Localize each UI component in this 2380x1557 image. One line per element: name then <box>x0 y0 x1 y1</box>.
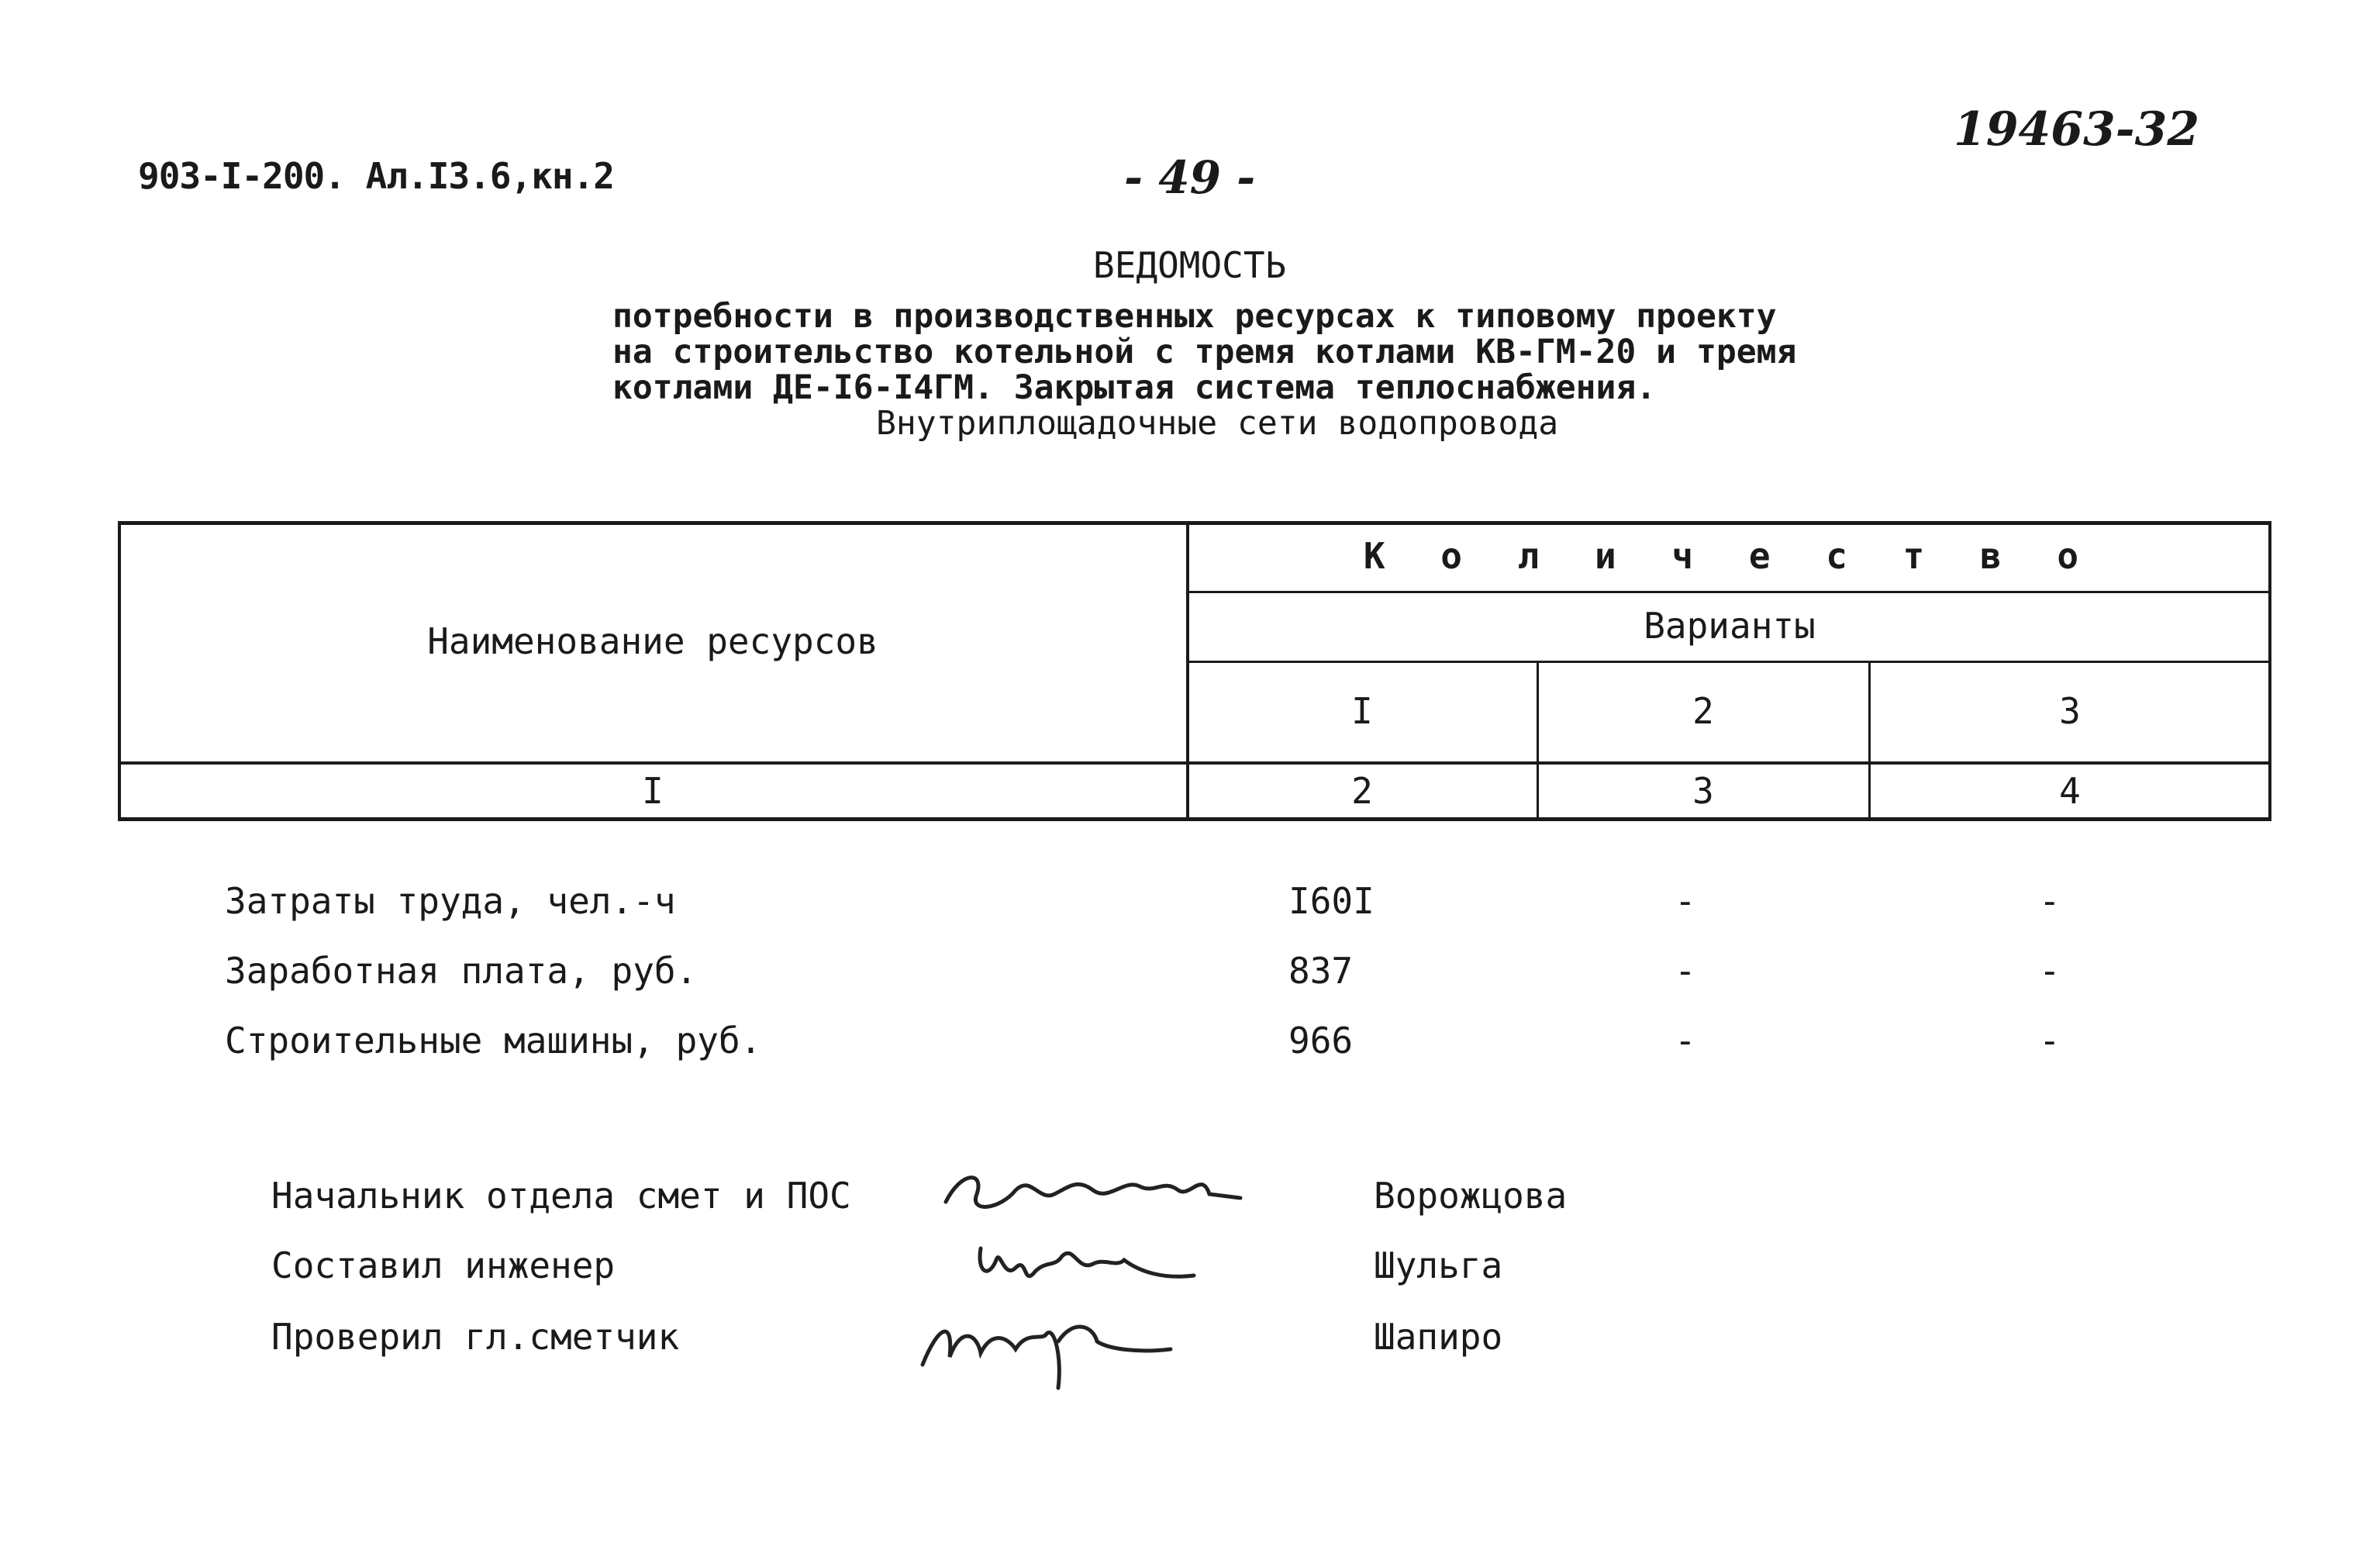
resource-table-header <box>118 521 2271 823</box>
variant-3-header: 3 <box>2059 690 2081 732</box>
document-subtitle <box>612 299 1796 441</box>
row-3-variant-1: 966 <box>1288 1020 1354 1062</box>
handwritten-signature-1 <box>930 1155 1256 1225</box>
variant-2-header: 2 <box>1692 690 1714 732</box>
signatory-1-role: Начальник отдела смет и ПОС <box>271 1175 851 1217</box>
subtitle-line-1: потребности в производственных ресурсах к типовому проекту <box>612 297 1777 336</box>
variant-1-header: I <box>1351 690 1373 732</box>
document-title: ВЕДОМОСТЬ <box>1093 244 1287 286</box>
signatory-3-role: Проверил гл.сметчик <box>271 1316 680 1358</box>
row-2-variant-2: - <box>1675 950 1696 992</box>
row-2-variant-1: 837 <box>1288 950 1354 992</box>
row-1-variant-3: - <box>2039 880 2061 922</box>
row-1-variant-1: I60I <box>1288 880 1375 922</box>
column-number-2: 2 <box>1351 770 1373 812</box>
row-2-name: Заработная плата, руб. <box>225 950 698 992</box>
document-code: 903-I-200. Ал.I3.6,кн.2 <box>138 155 614 197</box>
row-3-variant-2: - <box>1675 1020 1696 1062</box>
quantity-header: К о л и ч е с т в о <box>1363 535 2096 577</box>
signatory-3-name: Шапиро <box>1374 1316 1503 1358</box>
signatory-1-name: Ворожцова <box>1374 1175 1568 1217</box>
column-number-4: 4 <box>2059 770 2081 812</box>
row-2-variant-3: - <box>2039 950 2061 992</box>
signatory-2-role: Составил инженер <box>271 1245 616 1286</box>
subtitle-line-2: на строительство котельной с тремя котлами КВ-ГМ-20 и тремя <box>612 333 1797 371</box>
column-number-1: I <box>642 770 664 812</box>
subtitle-line-4: Внутриплощадочные сети водопровода <box>876 404 1559 443</box>
subtitle-line-3: котлами ДЕ-I6-I4ГМ. Закрытая система теплоснабжения. <box>612 368 1657 407</box>
row-3-variant-3: - <box>2039 1020 2061 1062</box>
page-number: - 49 - <box>1124 151 1256 204</box>
column-number-3: 3 <box>1692 770 1714 812</box>
row-1-variant-2: - <box>1675 880 1696 922</box>
handwritten-signature-2 <box>969 1225 1202 1303</box>
row-3-name: Строительные машины, руб. <box>225 1020 762 1062</box>
resource-name-header: Наименование ресурсов <box>427 620 878 662</box>
variants-header: Варианты <box>1644 605 1816 647</box>
row-1-name: Затраты труда, чел.-ч <box>225 880 676 922</box>
archive-number: 19463-32 <box>1954 102 2200 157</box>
signatory-2-name: Шульга <box>1374 1245 1503 1286</box>
handwritten-signature-3 <box>907 1295 1186 1396</box>
